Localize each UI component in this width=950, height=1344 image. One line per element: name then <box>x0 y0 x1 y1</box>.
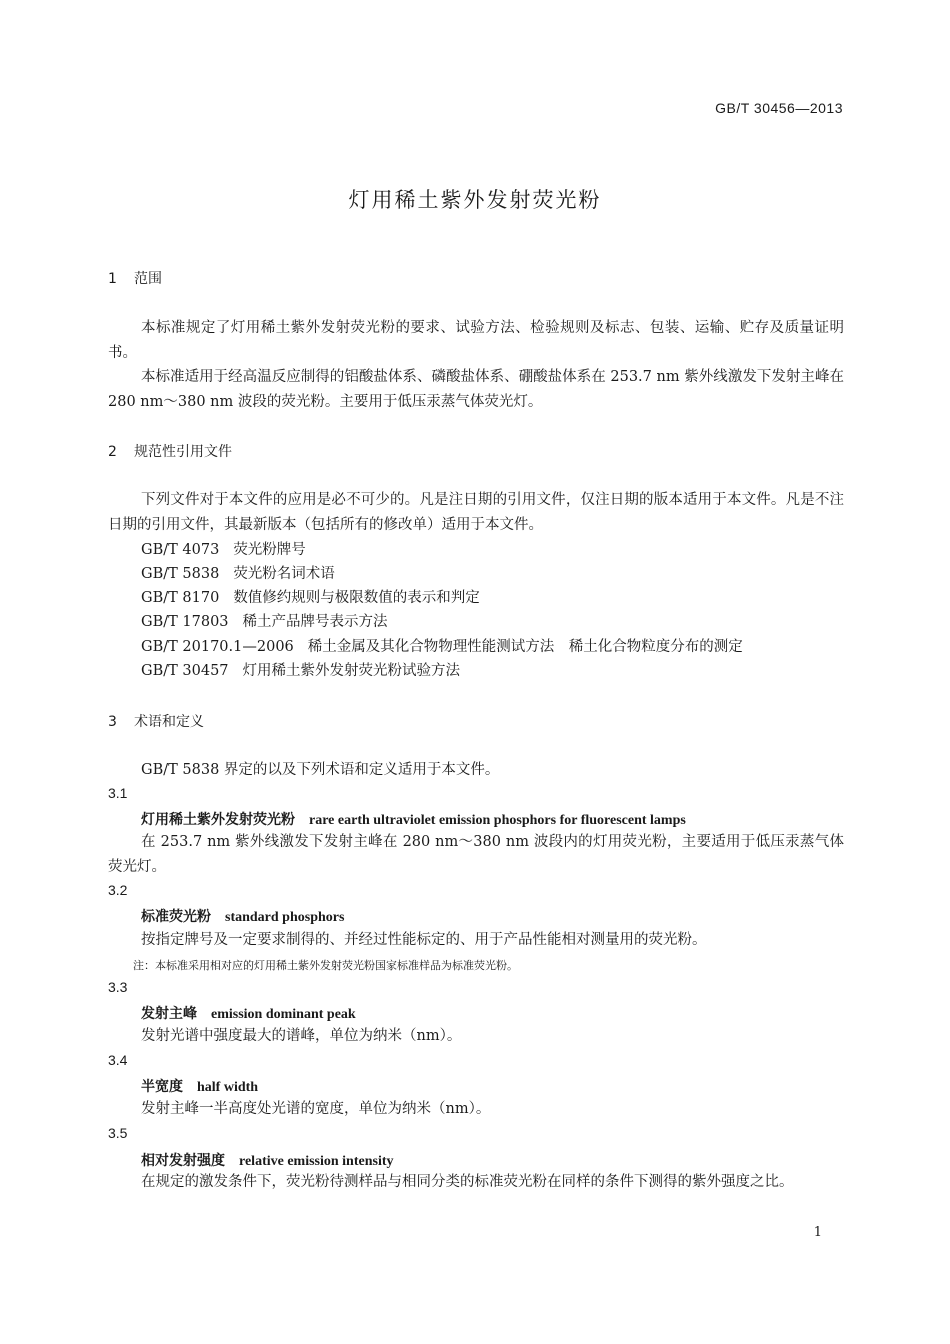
term-number: 3.1 <box>108 785 128 801</box>
term-en: rare earth ultraviolet emission phosphors for fluorescent lamps <box>309 813 686 828</box>
section-number: 1 <box>108 271 117 287</box>
term-heading <box>141 1003 356 1023</box>
term-zh: 标准荧光粉 <box>141 909 211 925</box>
term-en: standard phosphors <box>225 910 345 925</box>
term-en: emission dominant peak <box>211 1007 356 1022</box>
scope-paragraph-2: 本标准适用于经高温反应制得的铝酸盐体系、磷酸盐体系、硼酸盐体系在 253.7 nm 紫外线激发下发射主峰在 280 nm～380 nm 波段的荧光粉。主要用于低压汞蒸气体荧光灯。 <box>108 369 844 410</box>
section-title: 术语和定义 <box>134 714 204 730</box>
reference-item <box>141 562 335 583</box>
reference-item <box>141 610 388 631</box>
page-number: 1 <box>813 1225 822 1240</box>
section-1-heading <box>108 268 162 288</box>
section-title: 规范性引用文件 <box>134 444 232 460</box>
reference-code: GB/T 30457 <box>141 663 229 679</box>
section-2-heading <box>108 441 232 461</box>
term-number: 3.3 <box>108 979 128 995</box>
reference-code: GB/T 8170 <box>141 590 220 606</box>
terms-intro: GB/T 5838 界定的以及下列术语和定义适用于本文件。 <box>141 762 500 778</box>
section-number: 2 <box>108 444 117 460</box>
term-definition: 发射光谱中强度最大的谱峰，单位为纳米（nm）。 <box>141 1028 462 1044</box>
term-heading <box>141 809 686 829</box>
reference-code: GB/T 20170.1—2006 <box>141 639 294 655</box>
term-number: 3.2 <box>108 882 128 898</box>
term-definition: 发射主峰一半高度处光谱的宽度，单位为纳米（nm）。 <box>141 1101 491 1117</box>
term-heading <box>141 906 344 926</box>
term-zh: 发射主峰 <box>141 1006 197 1022</box>
document-title: 灯用稀土紫外发射荧光粉 <box>348 188 602 212</box>
reference-item <box>141 659 460 680</box>
term-heading <box>141 1150 394 1170</box>
term-en: relative emission intensity <box>239 1154 394 1169</box>
term-en: half width <box>197 1080 259 1095</box>
section-3-heading <box>108 711 204 731</box>
term-zh: 半宽度 <box>141 1079 183 1095</box>
reference-title: 灯用稀土紫外发射荧光粉试验方法 <box>242 663 461 679</box>
term-definition: 在 253.7 nm 紫外线激发下发射主峰在 280 nm～380 nm 波段内的灯用荧光粉，主要适用于低压汞蒸气体荧光灯。 <box>108 834 844 875</box>
term-note: 注：本标准采用相对应的灯用稀土紫外发射荧光粉国家标准样品为标准荧光粉。 <box>133 959 518 972</box>
reference-code: GB/T 17803 <box>141 614 229 630</box>
reference-title: 荧光粉名词术语 <box>233 566 335 582</box>
reference-title: 数值修约规则与极限数值的表示和判定 <box>233 590 480 606</box>
references-intro: 下列文件对于本文件的应用是必不可少的。凡是注日期的引用文件，仅注日期的版本适用于本文件。凡是不注日期的引用文件，其最新版本（包括所有的修改单）适用于本文件。 <box>108 492 844 533</box>
standard-code: GB/T 30456—2013 <box>715 100 843 116</box>
section-title: 范围 <box>134 271 162 287</box>
term-definition: 在规定的激发条件下，荧光粉待测样品与相同分类的标准荧光粉在同样的条件下测得的紫外强度之比。 <box>141 1174 794 1190</box>
reference-item <box>141 538 306 559</box>
term-definition: 按指定牌号及一定要求制得的、并经过性能标定的、用于产品性能相对测量用的荧光粉。 <box>141 932 707 948</box>
term-heading <box>141 1076 258 1096</box>
reference-item <box>141 586 480 607</box>
scope-paragraph-1: 本标准规定了灯用稀土紫外发射荧光粉的要求、试验方法、检验规则及标志、包装、运输、贮存及质量证明书。 <box>108 320 844 361</box>
reference-title: 稀土金属及其化合物物理性能测试方法 稀土化合物粒度分布的测定 <box>307 639 743 655</box>
section-number: 3 <box>108 714 117 730</box>
term-zh: 相对发射强度 <box>141 1153 225 1169</box>
reference-code: GB/T 4073 <box>141 542 220 558</box>
term-number: 3.4 <box>108 1052 128 1068</box>
reference-code: GB/T 5838 <box>141 566 220 582</box>
term-zh: 灯用稀土紫外发射荧光粉 <box>141 812 295 828</box>
term-number: 3.5 <box>108 1125 128 1141</box>
reference-title: 荧光粉牌号 <box>233 542 306 558</box>
reference-item <box>141 635 743 656</box>
reference-title: 稀土产品牌号表示方法 <box>242 614 388 630</box>
